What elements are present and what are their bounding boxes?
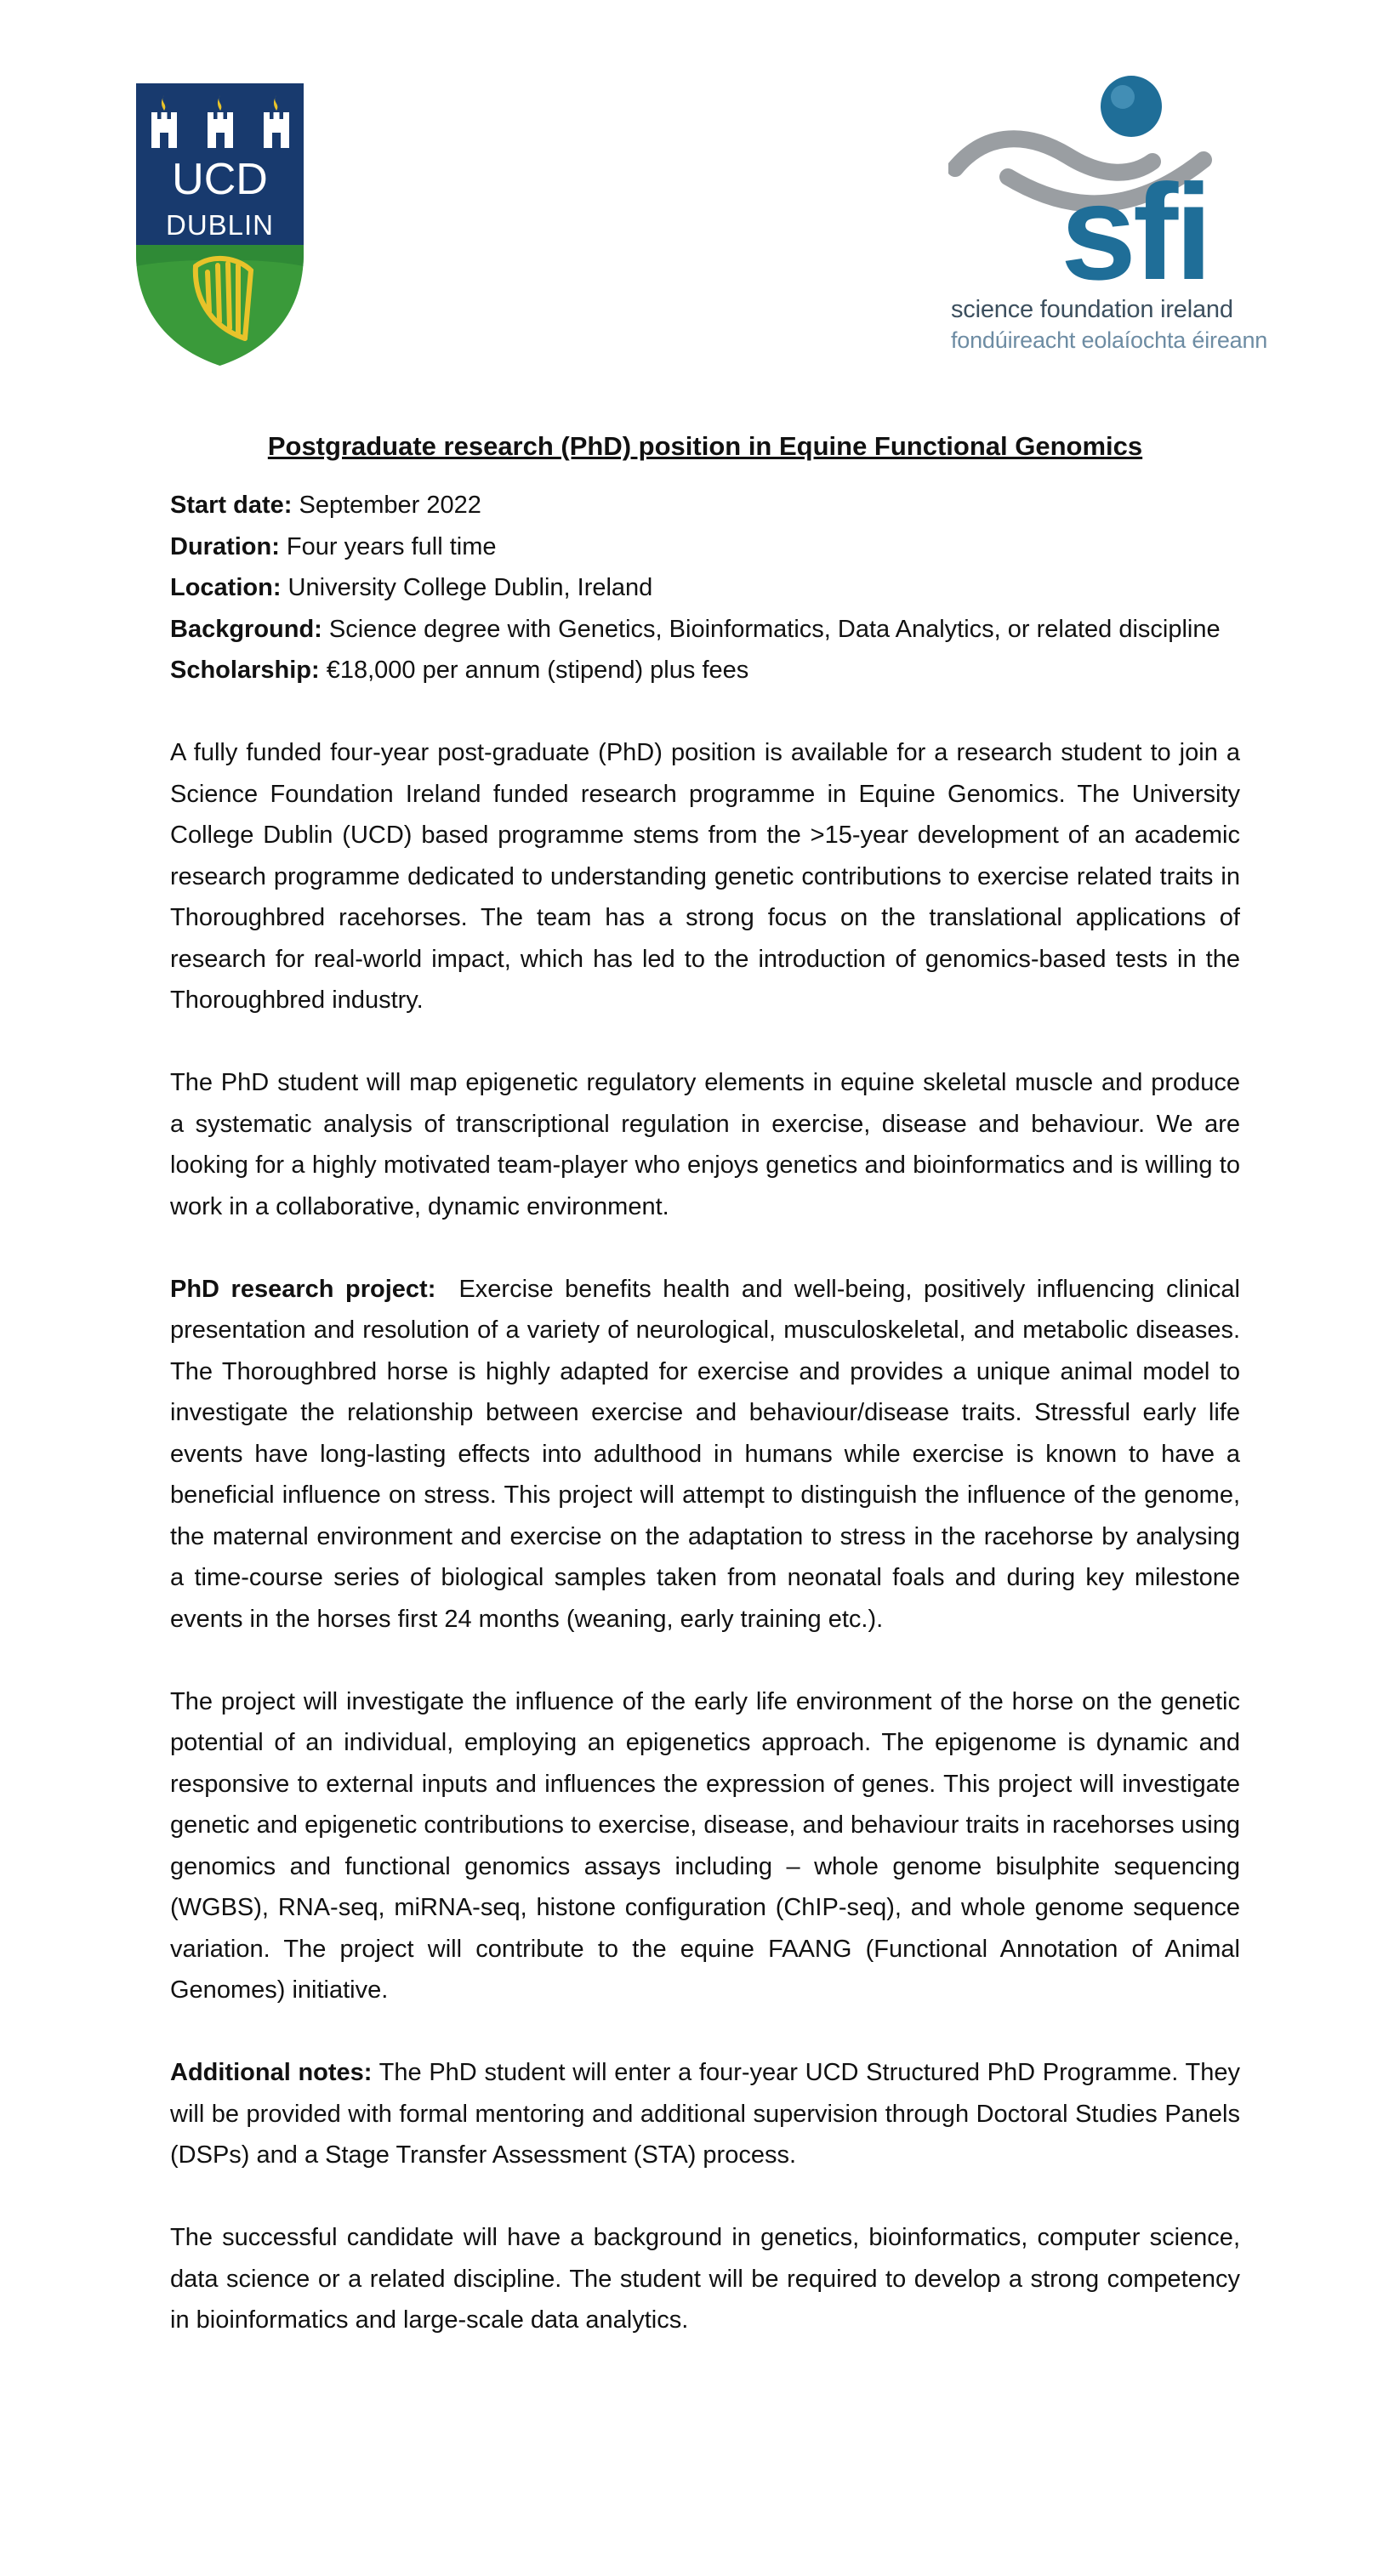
paragraph-candidate bbox=[170, 2217, 1240, 2341]
fact-label: Scholarship: bbox=[170, 657, 320, 684]
document-body bbox=[170, 485, 1248, 2341]
fact-background bbox=[170, 609, 1240, 651]
sfi-wordmark: sfi bbox=[1061, 156, 1209, 308]
paragraph-text: A fully funded four-year post-graduate (PhD) position is available for a research student to join a Science Foundation Ireland funded research programme in Equine Genomics. The University College Dublin (UCD) based programme stems from the >15-year development of an academic research programme dedicated to understanding genetic contributions to exercise related traits in Thoroughbred racehorses. The team has a strong focus on the translational applications of research for real-world impact, which has led to the introduction of genomics-based tests in the Thoroughbred industry. bbox=[170, 739, 1240, 1014]
fact-value: Four years full time bbox=[279, 532, 497, 560]
fact-label: Duration: bbox=[170, 532, 280, 560]
fact-duration bbox=[170, 526, 1240, 568]
paragraph-additional-notes bbox=[170, 2052, 1240, 2176]
paragraph-text: The PhD student will enter a four-year UCD Structured PhD Programme. They will be provided with formal mentoring and additional supervision through Doctoral Studies Panels (DSPs) and a Stage Transfer Assessment (STA) process. bbox=[170, 2059, 1240, 2169]
paragraph-lead: PhD research project: bbox=[170, 1275, 436, 1303]
fact-value: September 2022 bbox=[292, 492, 481, 519]
ucd-wordmark: UCD bbox=[172, 155, 268, 204]
paragraph-lead: Additional notes: bbox=[170, 2059, 373, 2086]
sfi-name-irish: fondúireacht eolaíochta éireann bbox=[951, 327, 1268, 353]
paragraph-text: The PhD student will map epigenetic regulatory elements in equine skeletal muscle and produce a systematic analysis of transcriptional regulation in exercise, disease and behaviour. We are looking for a highly motivated team-player who enjoys genetics and bioinformatics and is willing to work in a collaborative, dynamic environment. bbox=[170, 1069, 1240, 1220]
sfi-name-english: science foundation ireland bbox=[951, 296, 1233, 323]
fact-value: Science degree with Genetics, Bioinformatics, Data Analytics, or related discipline bbox=[322, 615, 1221, 643]
paragraph-text: The project will investigate the influence of the early life environment of the horse on the genetic potential of an individual, employing an epigenetics approach. The epigenome is dynamic and responsive to external inputs and influences the expression of genes. This project will investigate genetic and epigenetic contributions to exercise, disease, and behaviour traits in racehorses using genomics and functional genomics assays including – whole genome bisulphite sequencing (WGBS), RNA-seq, miRNA-seq, histone configuration (ChIP-seq), and whole genome sequence variation. The project will contribute to the equine FAANG (Functional Annotation of Animal Genomes) initiative. bbox=[170, 1687, 1240, 2004]
fact-value: €18,000 per annum (stipend) plus fees bbox=[319, 657, 749, 684]
paragraph-research-project bbox=[170, 1269, 1248, 1641]
fact-label: Background: bbox=[170, 615, 322, 643]
page-title: Postgraduate research (PhD) position in Equine Functional Genomics bbox=[267, 431, 1143, 461]
paragraph-text: Exercise benefits health and well-being, positively influencing clinical presentation and resolution of a variety of neurological, musculoskeletal, and metabolic diseases. The Thoroughbred horse is highly adapted for exercise and provides a unique animal model to investigate the relationship between exercise and behaviour/disease traits. Stressful early life events have long-lasting effects into adulthood in humans while exercise is known to have a beneficial influence on stress. This project will attempt to distinguish the influence of the genome, the maternal environment and exercise on the adaptation to stress in the racehorse by analysing a time-course series of biological samples taken from neonatal foals and during key milestone events in the horses first 24 months (weaning, early training etc.). bbox=[170, 1275, 1248, 1633]
position-facts bbox=[170, 485, 1240, 691]
fact-value: University College Dublin, Ireland bbox=[281, 574, 653, 601]
fact-start-date bbox=[170, 485, 1240, 526]
paragraph-text: The successful candidate will have a background in genetics, bioinformatics, computer science, data science or a related discipline. The student will be required to develop a strong competency in bioinformatics and large-scale data analytics. bbox=[170, 2224, 1240, 2334]
paragraph-epigenetics bbox=[170, 1681, 1240, 2011]
paragraph-student-role bbox=[170, 1062, 1240, 1227]
fact-scholarship bbox=[170, 650, 1240, 691]
paragraph-intro bbox=[170, 732, 1240, 1021]
ucd-dublin-text: DUBLIN bbox=[165, 209, 275, 241]
fact-location bbox=[170, 567, 1240, 609]
ucd-dublin-logo bbox=[136, 83, 304, 366]
fact-label: Start date: bbox=[170, 492, 293, 519]
fact-label: Location: bbox=[170, 574, 282, 601]
